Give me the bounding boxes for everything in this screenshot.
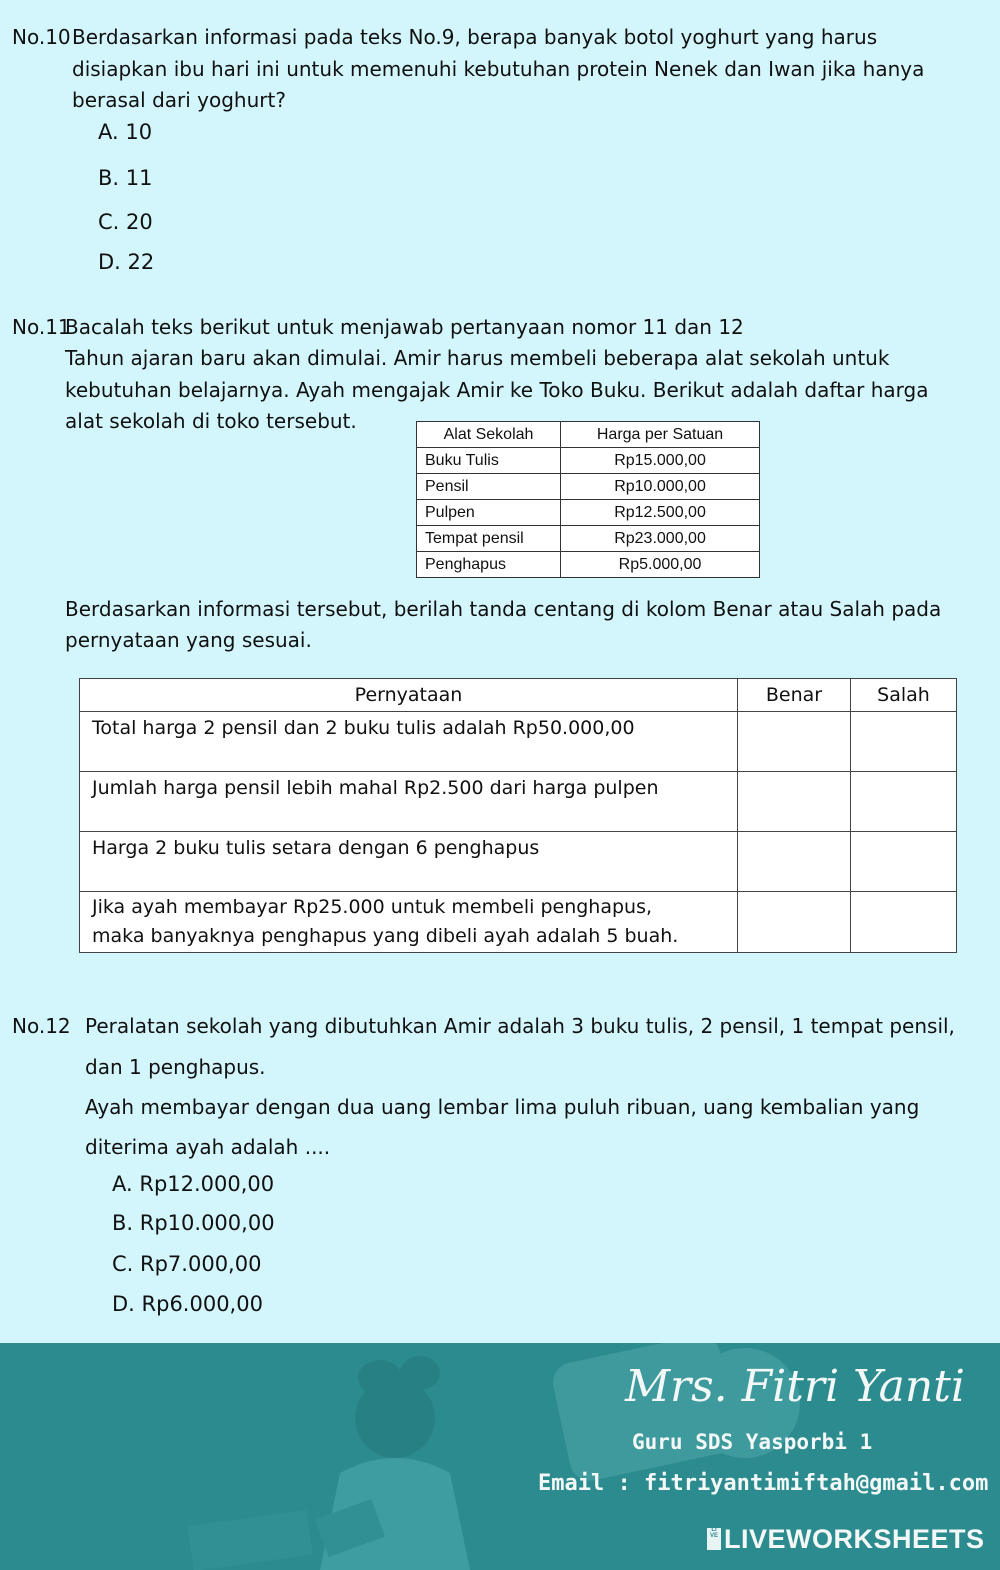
price-row — [417, 552, 760, 578]
q10-number: No.10 — [12, 25, 71, 49]
price-header-item: Alat Sekolah — [417, 422, 561, 448]
price-item: Pensil — [417, 474, 561, 500]
q11-instruction-line1: Berdasarkan informasi tersebut, berilah tanda centang di kolom Benar atau Salah pada — [65, 597, 942, 621]
q10-text-line3: berasal dari yoghurt? — [72, 88, 286, 112]
q12-option-a[interactable]: A. Rp12.000,00 — [112, 1172, 275, 1196]
girl-reading-illustration — [188, 1356, 470, 1570]
price-value: Rp12.500,00 — [561, 500, 760, 526]
q11-instruction-line2: pernyataan yang sesuai. — [65, 628, 312, 652]
q12-text-line1: Peralatan sekolah yang dibutuhkan Amir adalah 3 buku tulis, 2 pensil, 1 tempat pensil, — [85, 1014, 955, 1038]
statement-row — [80, 772, 957, 832]
statement-header-benar: Benar — [738, 679, 851, 712]
price-value: Rp5.000,00 — [561, 552, 760, 578]
price-item: Tempat pensil — [417, 526, 561, 552]
salah-checkbox[interactable] — [851, 712, 957, 772]
price-header-price: Harga per Satuan — [561, 422, 760, 448]
logo-icon-text: LIVE — [710, 1527, 719, 1539]
price-value: Rp23.000,00 — [561, 526, 760, 552]
price-row — [417, 526, 760, 552]
footer-banner — [0, 1343, 1000, 1570]
q12-option-b[interactable]: B. Rp10.000,00 — [112, 1211, 275, 1235]
statement-header — [80, 679, 957, 712]
q12-option-c[interactable]: C. Rp7.000,00 — [112, 1252, 262, 1276]
benar-checkbox[interactable] — [738, 772, 851, 832]
q11-number: No.11 — [12, 315, 71, 339]
salah-checkbox[interactable] — [851, 892, 957, 953]
liveworksheets-logo-icon — [707, 1528, 721, 1550]
price-row — [417, 474, 760, 500]
q11-text-line2: Tahun ajaran baru akan dimulai. Amir harus membeli beberapa alat sekolah untuk — [65, 346, 890, 370]
q10-option-d[interactable]: D. 22 — [98, 250, 155, 274]
statement-header-salah: Salah — [851, 679, 957, 712]
q11-text-line4: alat sekolah di toko tersebut. — [65, 409, 357, 433]
q10-option-c[interactable]: C. 20 — [98, 210, 153, 234]
statement-table — [79, 678, 957, 953]
price-table-header — [417, 422, 760, 448]
q11-text-line1: Bacalah teks berikut untuk menjawab pertanyaan nomor 11 dan 12 — [65, 315, 744, 339]
price-item: Pulpen — [417, 500, 561, 526]
price-table — [416, 421, 760, 578]
statement-text-line2: maka banyaknya penghapus yang dibeli ayah adalah 5 buah. — [92, 925, 679, 947]
salah-checkbox[interactable] — [851, 832, 957, 892]
price-row — [417, 500, 760, 526]
q10-option-a[interactable]: A. 10 — [98, 120, 153, 144]
price-item: Penghapus — [417, 552, 561, 578]
statement-row — [80, 712, 957, 772]
q11-text-line3: kebutuhan belajarnya. Ayah mengajak Amir ke Toko Buku. Berikut adalah daftar harga — [65, 378, 929, 402]
liveworksheets-brand[interactable]: LIVEWORKSHEETS — [724, 1524, 985, 1554]
q10-option-b[interactable]: B. 11 — [98, 166, 153, 190]
price-value: Rp15.000,00 — [561, 448, 760, 474]
teacher-signature: Mrs. Fitri Yanti — [625, 1361, 965, 1412]
salah-checkbox[interactable] — [851, 772, 957, 832]
statement-text: Jumlah harga pensil lebih mahal Rp2.500 dari harga pulpen — [80, 772, 738, 832]
statement-row — [80, 892, 957, 953]
q12-text-line3: Ayah membayar dengan dua uang lembar lima puluh ribuan, uang kembalian yang — [85, 1095, 920, 1119]
benar-checkbox[interactable] — [738, 832, 851, 892]
q12-option-d[interactable]: D. Rp6.000,00 — [112, 1292, 263, 1316]
statement-text-multiline — [80, 892, 738, 953]
q12-text-line2: dan 1 penghapus. — [85, 1055, 266, 1079]
q12-text-line4: diterima ayah adalah .... — [85, 1135, 331, 1159]
statement-row — [80, 832, 957, 892]
benar-checkbox[interactable] — [738, 712, 851, 772]
benar-checkbox[interactable] — [738, 892, 851, 953]
statement-text: Harga 2 buku tulis setara dengan 6 penghapus — [80, 832, 738, 892]
q10-text-line1: Berdasarkan informasi pada teks No.9, berapa banyak botol yoghurt yang harus — [72, 25, 878, 49]
statement-text-line1: Jika ayah membayar Rp25.000 untuk membeli penghapus, — [92, 896, 653, 918]
q10-text-line2: disiapkan ibu hari ini untuk memenuhi kebutuhan protein Nenek dan Iwan jika hanya — [72, 57, 925, 81]
price-item: Buku Tulis — [417, 448, 561, 474]
price-value: Rp10.000,00 — [561, 474, 760, 500]
statement-header-pernyataan: Pernyataan — [80, 679, 738, 712]
q12-number: No.12 — [12, 1014, 71, 1038]
price-row — [417, 448, 760, 474]
teacher-email[interactable]: Email : fitriyantimiftah@gmail.com — [538, 1471, 989, 1496]
teacher-school: Guru SDS Yasporbi 1 — [632, 1430, 873, 1454]
statement-text: Total harga 2 pensil dan 2 buku tulis adalah Rp50.000,00 — [80, 712, 738, 772]
